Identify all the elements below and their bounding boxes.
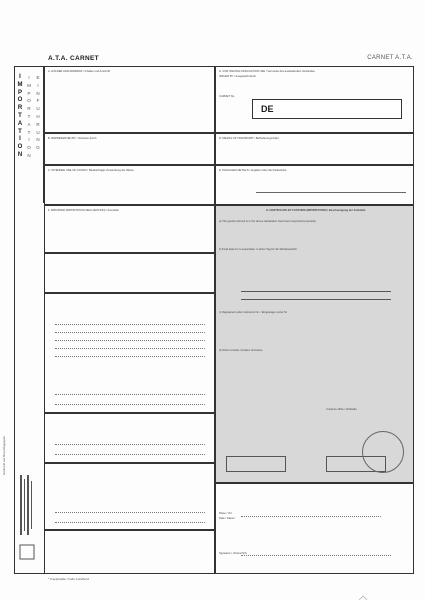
field-declaration[interactable] <box>44 293 215 413</box>
field-h-label: H. CERTIFICATE BY CUSTOMS (IMPORTATION) / Bescheinigung der Zollstelle <box>266 209 366 212</box>
packages-table <box>256 188 406 193</box>
customs-office-label: Customs office / Zollstelle <box>326 408 357 411</box>
vertical-main-letter: T <box>18 112 22 119</box>
vertical-main-letter: N <box>17 151 23 158</box>
vertical-second-letter: I <box>28 75 30 80</box>
date-table-mid <box>241 299 391 300</box>
vertical-second-letter: T <box>27 129 31 135</box>
vertical-second-letter: R <box>27 106 31 112</box>
extra1-line-2 <box>55 454 205 455</box>
vertical-third-letter: E <box>36 75 40 80</box>
field-extra-3[interactable] <box>44 530 215 574</box>
extra2-line-1 <box>55 512 205 513</box>
vertical-third-letter: G <box>36 145 40 151</box>
field-e-label: E. PACKAGES DETAILS / Angaben über die Packstücke <box>219 169 287 172</box>
vertical-second-letter: M <box>27 82 31 88</box>
field-g-label: G. FOR ISSUING ASSOCIATION USE / Vermerke des ausstellenden Verbandes <box>219 70 315 73</box>
side-barcode <box>18 475 38 565</box>
field-h-d: d) Other remarks / Andere Vermerke <box>219 349 263 352</box>
vertical-third-letter: F <box>36 98 40 104</box>
field-b-represented[interactable] <box>44 133 215 165</box>
carnet-number-box[interactable] <box>252 99 402 119</box>
vertical-main-letter: O <box>17 144 23 151</box>
field-f-label: F. IMPORTER (IMPORTATION DECLARATION) / Anmelder <box>48 209 119 212</box>
vertical-second-letter: I <box>28 137 30 143</box>
vertical-third-letter: U <box>36 129 40 135</box>
field-h-c: c) Registered under reference No. / Eingetragen unter Nr. <box>219 311 288 314</box>
vertical-second-letter: A <box>27 121 31 127</box>
field-d-label: D. MEANS OF TRANSPORT / Beförderungsmittel <box>219 137 279 140</box>
carnet-country-code: DE <box>261 104 274 114</box>
vertical-main-letter: T <box>18 128 22 135</box>
field-a-holder[interactable] <box>44 66 215 133</box>
field-place-date[interactable] <box>215 483 414 574</box>
vertical-main-letter: I <box>19 136 21 143</box>
field-c-label: C. INTENDED USE OF GOODS / Beabsichtigte Verwendung der Waren <box>48 169 134 172</box>
field-f-importer[interactable] <box>44 205 215 253</box>
date-table-top <box>241 291 391 292</box>
form-title: A.T.A. CARNET <box>48 55 99 62</box>
side-print-note: Gedruckt auf Recyclingpapier <box>2 435 6 475</box>
field-d-transport[interactable] <box>215 133 414 165</box>
declaration-line-2 <box>55 332 205 333</box>
signature-label: Signature / Unterschrift <box>219 552 247 555</box>
field-c-intended-use[interactable] <box>44 165 215 205</box>
declaration-line-1 <box>55 324 205 325</box>
vertical-label-column <box>14 66 44 203</box>
field-g-sub: ISSUED BY / Ausgestellt durch <box>219 75 256 78</box>
vertical-second-letter: O <box>27 145 31 151</box>
declaration-line-6 <box>55 394 205 395</box>
signature-line <box>241 555 391 556</box>
footnote: * If applicable / Falls zutreffend <box>48 577 89 581</box>
declaration-line-4 <box>55 348 205 349</box>
declaration-line-5 <box>55 356 205 357</box>
vertical-label-second <box>26 74 32 160</box>
vertical-main-letter: A <box>17 120 23 127</box>
extra1-line-1 <box>55 444 205 445</box>
field-extra-1[interactable] <box>44 413 215 463</box>
field-b-label: B. REPRESENTED BY / Vertreten durch <box>48 137 97 140</box>
packages-col-1 <box>256 188 257 192</box>
customs-stamp-circle <box>362 431 404 473</box>
declaration-line-3 <box>55 340 205 341</box>
carnet-no-label: CARNET No. <box>219 95 235 98</box>
customs-sig-box-1[interactable] <box>226 456 286 472</box>
vertical-second-letter: N <box>27 152 31 158</box>
field-a-label: A. HOLDER AND ADDRESS / Inhaber und Anschrift <box>48 70 110 73</box>
field-extra-2[interactable] <box>44 463 215 530</box>
vertical-third-letter: N <box>36 90 40 96</box>
vertical-third-letter: U <box>36 106 40 112</box>
field-e-packages[interactable] <box>215 165 414 205</box>
vertical-second-letter: O <box>27 98 31 104</box>
vertical-main-letter: P <box>17 89 22 96</box>
vertical-third-letter: H <box>36 113 40 119</box>
declaration-line-7 <box>55 404 205 405</box>
watermark <box>358 588 368 594</box>
vertical-third-letter: N <box>36 137 40 143</box>
vertical-second-letter: P <box>27 90 31 96</box>
place-line <box>241 516 381 517</box>
field-h-b: b) Final date for re-exportation / Letzter Tag für die Wiederausfuhr <box>219 248 298 251</box>
place-label: Place / Ort <box>219 512 232 515</box>
vertical-third-letter: I <box>37 82 39 88</box>
date-label: Date / Datum <box>219 517 235 520</box>
vertical-label-main <box>16 74 24 160</box>
vertical-main-letter: R <box>17 105 23 112</box>
form-title-right: CARNET A.T.A. <box>367 55 413 61</box>
field-h-a: a) The goods referred to in the above declaration have been imported temporarily <box>219 220 316 223</box>
vertical-third-letter: R <box>36 121 40 127</box>
vertical-main-letter: I <box>19 74 21 80</box>
vertical-label-third <box>35 74 41 152</box>
vertical-main-letter: M <box>17 81 23 88</box>
extra2-line-2 <box>55 522 205 523</box>
vertical-second-letter: T <box>27 113 31 119</box>
field-f-details[interactable] <box>44 253 215 293</box>
vertical-main-letter: O <box>17 97 23 104</box>
